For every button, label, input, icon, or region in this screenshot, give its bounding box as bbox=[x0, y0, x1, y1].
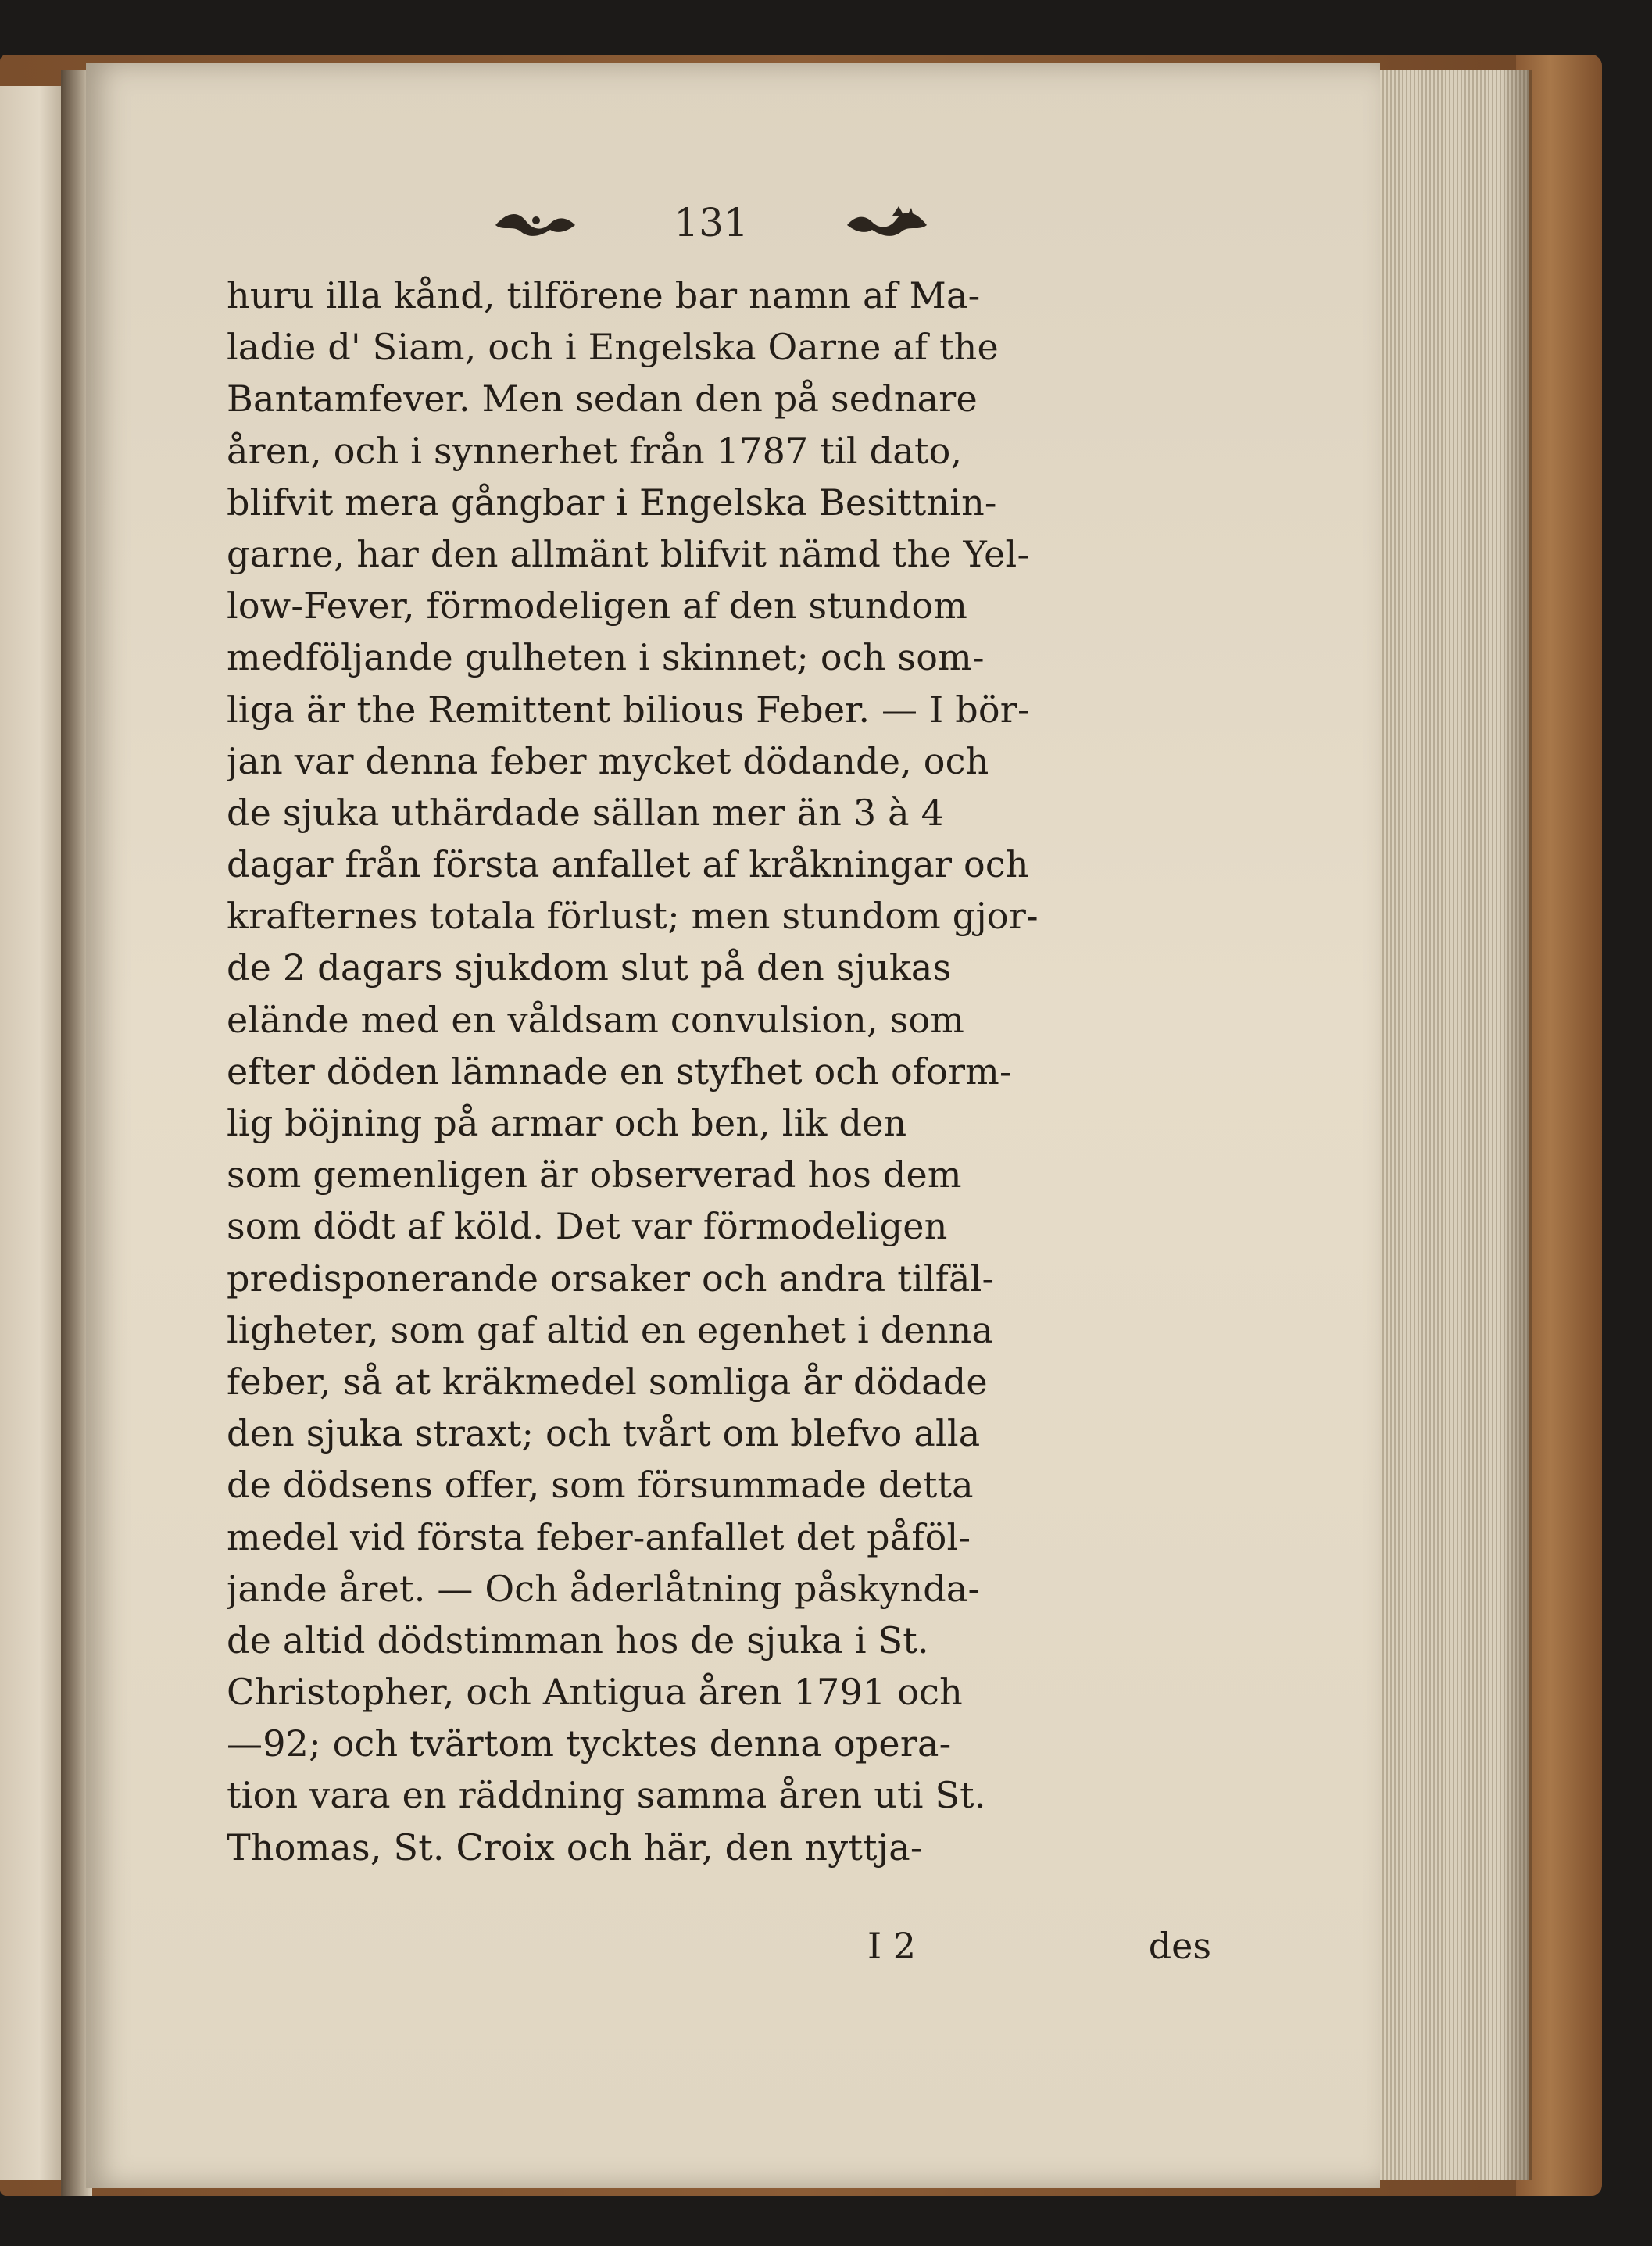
text-line: tion vara en räddning samma åren uti St. bbox=[227, 1774, 986, 1817]
text-line: dagar från första anfallet af kråkningar och bbox=[227, 843, 1029, 886]
text-line: feber, så at kräkmedel somliga år dödade bbox=[227, 1360, 988, 1403]
page-footer bbox=[227, 1919, 1211, 1973]
text-line: de sjuka uthärdade sällan mer än 3 à 4 bbox=[227, 791, 945, 834]
text-line: jan var denna feber mycket dödande, och bbox=[227, 739, 989, 782]
text-line: de altid dödstimman hos de sjuka i St. bbox=[227, 1618, 929, 1661]
text-line: medföljande gulheten i skinnet; och som- bbox=[227, 636, 985, 679]
text-line: den sjuka straxt; och tvårt om blefvo alla bbox=[227, 1412, 981, 1455]
text-line: som dödt af köld. Det var förmodeligen bbox=[227, 1205, 948, 1248]
text-line: lig böjning på armar och ben, lik den bbox=[227, 1102, 907, 1144]
text-line: low-Fever, förmodeligen af den stundom bbox=[227, 585, 968, 628]
text-line: åren, och i synnerhet från 1787 til dato, bbox=[227, 429, 963, 472]
text-line: medel vid första feber-anfallet det påföl- bbox=[227, 1515, 971, 1558]
text-line: Bantamfever. Men sedan den på sednare bbox=[227, 377, 978, 420]
text-line: huru illa kånd, tilförene bar namn af Ma- bbox=[227, 274, 981, 317]
page-edges-shade bbox=[1500, 70, 1532, 2180]
catchword: des bbox=[1148, 1925, 1211, 1967]
text-line: blifvit mera gångbar i Engelska Besittnin- bbox=[227, 481, 997, 524]
text-line: de dödsens offer, som försummade detta bbox=[227, 1464, 974, 1507]
text-line: liga är the Remittent bilious Feber. — I bör- bbox=[227, 688, 1030, 731]
signature-mark: I 2 bbox=[867, 1925, 917, 1967]
text-line: predisponerande orsaker och andra tilfäl- bbox=[227, 1257, 995, 1300]
text-line: ladie d' Siam, och i Engelska Oarne af the bbox=[227, 326, 999, 369]
text-line: jande året. — Och åderlåtning påskynda- bbox=[227, 1567, 981, 1610]
text-line: krafternes totala förlust; men stundom gjor- bbox=[227, 895, 1039, 938]
text-line: elände med en våldsam convulsion, som bbox=[227, 998, 965, 1041]
page-header bbox=[492, 180, 930, 274]
printers-ornament-left-icon bbox=[492, 208, 578, 242]
text-line: —92; och tvärtom tycktes denna opera- bbox=[227, 1722, 952, 1765]
text-line: garne, har den allmänt blifvit nämd the Yel- bbox=[227, 532, 1030, 575]
text-line: Thomas, St. Croix och här, den nyttja- bbox=[227, 1826, 923, 1869]
text-line: efter döden lämnade en styfhet och oform- bbox=[227, 1050, 1012, 1093]
text-line: Christopher, och Antigua åren 1791 och bbox=[227, 1671, 963, 1714]
text-line: ligheter, som gaf altid en egenhet i denna bbox=[227, 1308, 994, 1351]
page-number: 131 bbox=[674, 200, 749, 245]
facing-page bbox=[0, 86, 66, 2180]
text-line: de 2 dagars sjukdom slut på den sjukas bbox=[227, 946, 952, 989]
printers-ornament-right-icon bbox=[844, 203, 930, 242]
text-line: som gemenligen är observerad hos dem bbox=[227, 1153, 962, 1196]
body-text bbox=[227, 270, 1211, 1873]
